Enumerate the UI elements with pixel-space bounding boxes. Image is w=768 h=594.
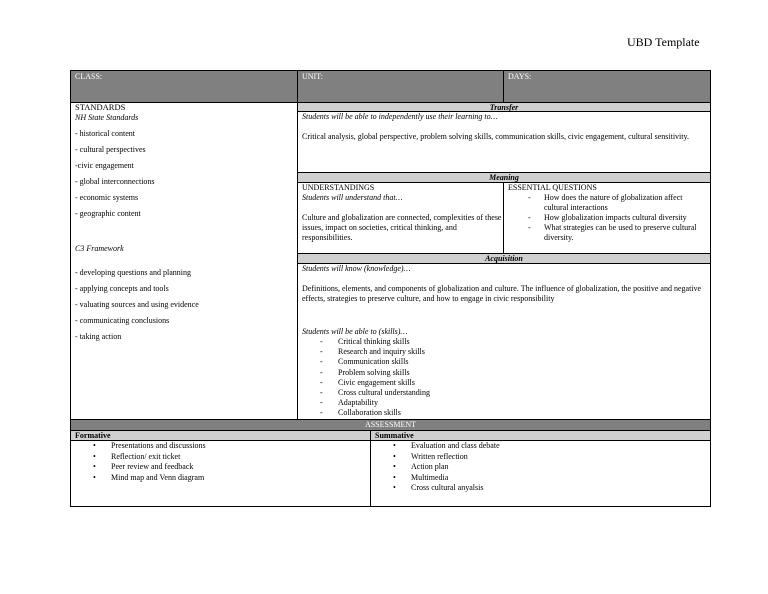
knowledge-prompt: Students will know (knowledge)… xyxy=(302,264,411,273)
document-title: UBD Template xyxy=(627,35,700,49)
formative-list xyxy=(71,441,370,483)
list-item: - valuating sources and using evidence xyxy=(75,299,199,309)
list-item: -civic engagement xyxy=(75,160,134,170)
list-item: - cultural perspectives xyxy=(75,144,146,154)
essential-questions-cell[interactable] xyxy=(508,183,708,253)
list-item: - How does the nature of globalization affect cultural interactions xyxy=(508,193,708,213)
summative-heading: Summative xyxy=(371,431,710,441)
list-item: • Mind map and Venn diagram xyxy=(71,473,370,484)
acquisition-cell[interactable] xyxy=(302,264,707,419)
list-item: - Adaptability xyxy=(302,398,707,408)
class-label: CLASS: xyxy=(75,72,103,81)
unit-label: UNIT: xyxy=(302,72,323,81)
list-item: - What strategies can be used to preserve cultural diversity. xyxy=(508,223,708,243)
nh-standards-list xyxy=(75,129,295,219)
class-cell[interactable] xyxy=(71,71,297,102)
list-item: • Written reflection xyxy=(371,452,710,463)
list-item: • Peer review and feedback xyxy=(71,462,370,473)
list-item: - Research and inquiry skills xyxy=(302,347,707,357)
list-item: • Multimedia xyxy=(371,473,710,484)
acquisition-bar: Acquisition xyxy=(298,253,710,264)
understandings-heading: UNDERSTANDINGS xyxy=(302,183,375,192)
list-item: - Cross cultural understanding xyxy=(302,388,707,398)
list-item: - communicating conclusions xyxy=(75,315,170,325)
understandings-text: Culture and globalization are connected, complexities of these issues, impact on societies, critical thinking, and responsibilities. xyxy=(302,213,502,242)
unit-cell[interactable] xyxy=(298,71,503,102)
c3-framework-heading: C3 Framework xyxy=(75,243,124,253)
c3-standards-list xyxy=(75,268,295,342)
list-item: - developing questions and planning xyxy=(75,267,191,277)
skills-prompt: Students will be able to (skills)… xyxy=(302,327,408,336)
list-item: - Critical thinking skills xyxy=(302,337,707,347)
list-item: • Action plan xyxy=(371,462,710,473)
formative-heading: Formative xyxy=(71,431,370,441)
summative-cell[interactable] xyxy=(371,441,710,506)
transfer-cell[interactable] xyxy=(302,112,707,172)
understandings-cell[interactable] xyxy=(302,183,502,253)
assessment-bar: ASSESSMENT xyxy=(71,419,710,431)
list-item: - economic systems xyxy=(75,192,139,202)
transfer-bar: Transfer xyxy=(298,102,710,112)
list-item: • Reflection/ exit ticket xyxy=(71,452,370,463)
essential-questions-heading: ESSENTIAL QUESTIONS xyxy=(508,183,597,192)
standards-heading: STANDARDS xyxy=(75,102,126,112)
list-item: - Problem solving skills xyxy=(302,368,707,378)
knowledge-text: Definitions, elements, and components of globalization and culture. The influence of globalization, the positive and negative effects, strategies to preserve culture, and how to engage in civic responsibility xyxy=(302,284,702,303)
list-item: - global interconnections xyxy=(75,176,155,186)
list-item: - Collaboration skills xyxy=(302,408,707,418)
essential-questions-list xyxy=(508,193,708,243)
meaning-bar: Meaning xyxy=(298,172,710,183)
transfer-prompt: Students will be able to independently use their learning to… xyxy=(302,112,498,121)
summative-list xyxy=(371,441,710,494)
days-label: DAYS: xyxy=(508,72,532,81)
nh-standards-heading: NH State Standards xyxy=(75,112,139,122)
list-item: - taking action xyxy=(75,331,122,341)
list-item: - applying concepts and tools xyxy=(75,283,169,293)
transfer-text: Critical analysis, global perspective, problem solving skills, communication skills, civic engagement, cultural sensitivity. xyxy=(302,132,689,141)
formative-cell[interactable] xyxy=(71,441,370,506)
skills-list xyxy=(302,337,707,419)
list-item: - Communication skills xyxy=(302,357,707,367)
ubd-table xyxy=(70,70,711,507)
understandings-prompt: Students will understand that… xyxy=(302,193,403,202)
list-item: - geographic content xyxy=(75,208,141,218)
list-item: - Civic engagement skills xyxy=(302,378,707,388)
list-item: • Presentations and discussions xyxy=(71,441,370,452)
list-item: - historical content xyxy=(75,128,135,138)
standards-cell xyxy=(75,102,295,419)
list-item: - How globalization impacts cultural diversity xyxy=(508,213,708,223)
list-item: • Cross cultural anyalsis xyxy=(371,483,710,494)
days-cell[interactable] xyxy=(504,71,710,102)
list-item: • Evaluation and class debate xyxy=(371,441,710,452)
